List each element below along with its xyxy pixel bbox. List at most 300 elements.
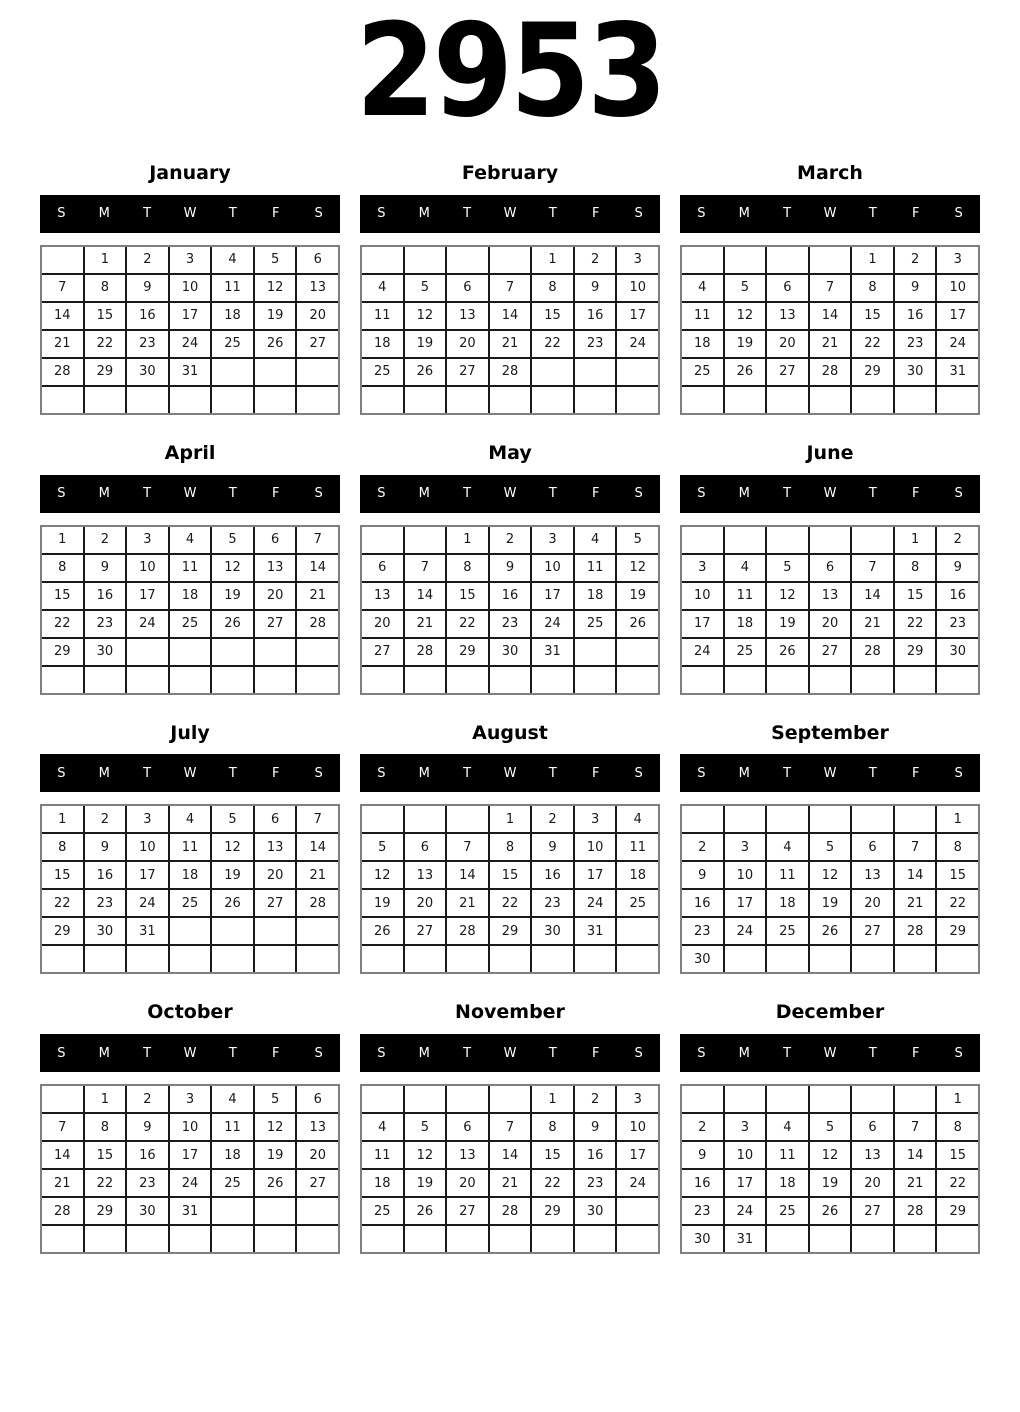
day-cell: 15: [532, 1142, 573, 1168]
month-name-october: October: [147, 1001, 233, 1024]
day-cell: 26: [255, 331, 296, 357]
empty-day-cell: [42, 247, 83, 273]
day-cell: 17: [725, 1170, 766, 1196]
weekday-label: W: [503, 206, 517, 222]
empty-day-cell: [490, 946, 531, 972]
day-cell: 21: [405, 611, 446, 637]
weekday-label: M: [418, 1045, 430, 1061]
day-cell: 19: [255, 1142, 296, 1168]
weekday-label: T: [868, 486, 877, 502]
day-cell: 25: [725, 639, 766, 665]
empty-day-cell: [255, 639, 296, 665]
day-cell: 27: [297, 331, 338, 357]
day-cell: 13: [405, 862, 446, 888]
empty-day-cell: [362, 387, 403, 413]
empty-day-cell: [297, 639, 338, 665]
empty-day-cell: [255, 359, 296, 385]
weekday-label: W: [183, 486, 197, 502]
day-cell: 1: [490, 806, 531, 832]
day-cell: 9: [682, 1142, 723, 1168]
day-cell: 10: [575, 834, 616, 860]
day-cell: 7: [42, 275, 83, 301]
empty-day-cell: [490, 1086, 531, 1112]
empty-day-cell: [297, 918, 338, 944]
day-cell: 25: [617, 890, 658, 916]
weekday-label: T: [548, 486, 557, 502]
day-cell: 9: [490, 555, 531, 581]
empty-day-cell: [682, 387, 723, 413]
empty-day-cell: [362, 247, 403, 273]
day-cell: 20: [810, 611, 851, 637]
weekday-label: S: [634, 486, 643, 502]
day-cell: 10: [170, 275, 211, 301]
day-cell: 17: [532, 583, 573, 609]
day-cell: 31: [532, 639, 573, 665]
day-cell: 16: [937, 583, 978, 609]
weekday-label: W: [503, 1045, 517, 1061]
weekday-label: S: [634, 765, 643, 781]
day-cell: 17: [127, 583, 168, 609]
day-cell: 1: [85, 247, 126, 273]
empty-day-cell: [852, 1086, 893, 1112]
day-cell: 2: [532, 806, 573, 832]
empty-day-cell: [810, 946, 851, 972]
day-cell: 1: [937, 806, 978, 832]
day-cell: 5: [362, 834, 403, 860]
day-cell: 26: [405, 359, 446, 385]
day-cell: 12: [810, 1142, 851, 1168]
weekday-label: F: [271, 486, 280, 502]
day-cell: 14: [895, 862, 936, 888]
day-cell: 1: [42, 806, 83, 832]
weekday-header-bar: [40, 1034, 340, 1072]
day-cell: 1: [937, 1086, 978, 1112]
day-cell: 26: [617, 611, 658, 637]
day-cell: 28: [42, 1198, 83, 1224]
weekday-label: W: [183, 765, 197, 781]
empty-day-cell: [447, 387, 488, 413]
empty-day-cell: [852, 1226, 893, 1252]
day-cell: 18: [767, 1170, 808, 1196]
empty-day-cell: [405, 247, 446, 273]
day-cell: 28: [895, 918, 936, 944]
day-grid: [680, 1084, 980, 1254]
day-cell: 8: [852, 275, 893, 301]
day-cell: 17: [127, 862, 168, 888]
year-title: 2953: [355, 0, 665, 146]
empty-day-cell: [532, 946, 573, 972]
day-cell: 21: [852, 611, 893, 637]
empty-day-cell: [405, 527, 446, 553]
day-cell: 23: [575, 1170, 616, 1196]
day-cell: 27: [447, 1198, 488, 1224]
day-cell: 25: [170, 611, 211, 637]
day-cell: 11: [575, 555, 616, 581]
empty-day-cell: [725, 247, 766, 273]
day-cell: 7: [490, 1114, 531, 1140]
day-cell: 25: [767, 918, 808, 944]
empty-day-cell: [852, 946, 893, 972]
weekday-label: T: [868, 765, 877, 781]
empty-day-cell: [42, 1086, 83, 1112]
day-cell: 7: [490, 275, 531, 301]
day-cell: 3: [170, 1086, 211, 1112]
day-cell: 20: [852, 890, 893, 916]
day-cell: 14: [42, 303, 83, 329]
day-cell: 2: [682, 834, 723, 860]
day-cell: 9: [895, 275, 936, 301]
empty-day-cell: [725, 806, 766, 832]
day-cell: 7: [297, 806, 338, 832]
weekday-label: T: [228, 486, 237, 502]
month-block: [360, 1001, 660, 1254]
day-cell: 28: [297, 611, 338, 637]
day-cell: 21: [42, 331, 83, 357]
empty-day-cell: [725, 387, 766, 413]
weekday-label: M: [98, 765, 110, 781]
day-cell: 25: [362, 359, 403, 385]
day-cell: 7: [405, 555, 446, 581]
day-cell: 6: [297, 247, 338, 273]
day-cell: 17: [575, 862, 616, 888]
empty-day-cell: [362, 1086, 403, 1112]
day-cell: 22: [85, 1170, 126, 1196]
day-cell: 27: [255, 890, 296, 916]
weekday-label: T: [783, 1045, 792, 1061]
day-cell: 24: [937, 331, 978, 357]
day-cell: 25: [212, 331, 253, 357]
day-grid: [360, 1084, 660, 1254]
day-cell: 1: [532, 1086, 573, 1112]
month-name-january: January: [149, 162, 231, 184]
weekday-label: F: [591, 765, 600, 781]
day-cell: 8: [532, 1114, 573, 1140]
empty-day-cell: [490, 667, 531, 693]
day-grid: [40, 525, 340, 695]
day-cell: 16: [532, 862, 573, 888]
day-cell: 5: [725, 275, 766, 301]
weekday-header-bar: [360, 754, 660, 792]
day-cell: 10: [725, 862, 766, 888]
day-cell: 14: [447, 862, 488, 888]
day-cell: 11: [362, 1142, 403, 1168]
empty-day-cell: [937, 946, 978, 972]
day-cell: 20: [405, 890, 446, 916]
empty-day-cell: [255, 1198, 296, 1224]
day-cell: 8: [937, 1114, 978, 1140]
weekday-label: W: [823, 1045, 837, 1061]
day-cell: 13: [297, 1114, 338, 1140]
empty-day-cell: [617, 946, 658, 972]
day-cell: 24: [617, 331, 658, 357]
day-cell: 30: [127, 1198, 168, 1224]
day-cell: 11: [362, 303, 403, 329]
day-cell: 16: [682, 890, 723, 916]
day-cell: 9: [575, 1114, 616, 1140]
empty-day-cell: [617, 1226, 658, 1252]
month-block: [680, 722, 980, 975]
empty-day-cell: [362, 1226, 403, 1252]
day-cell: 13: [362, 583, 403, 609]
day-cell: 10: [725, 1142, 766, 1168]
empty-day-cell: [362, 527, 403, 553]
day-cell: 2: [575, 1086, 616, 1112]
day-cell: 21: [447, 890, 488, 916]
empty-day-cell: [170, 1226, 211, 1252]
empty-day-cell: [42, 667, 83, 693]
empty-day-cell: [127, 1226, 168, 1252]
weekday-label: M: [418, 486, 430, 502]
weekday-header-bar: [680, 475, 980, 513]
day-cell: 22: [85, 331, 126, 357]
empty-day-cell: [617, 387, 658, 413]
weekday-label: W: [823, 206, 837, 222]
day-cell: 2: [937, 527, 978, 553]
empty-day-cell: [212, 1198, 253, 1224]
day-cell: 12: [405, 1142, 446, 1168]
day-cell: 9: [532, 834, 573, 860]
day-cell: 16: [575, 1142, 616, 1168]
empty-day-cell: [767, 806, 808, 832]
day-cell: 28: [852, 639, 893, 665]
day-cell: 21: [895, 890, 936, 916]
day-cell: 1: [895, 527, 936, 553]
weekday-label: W: [503, 486, 517, 502]
day-cell: 15: [85, 1142, 126, 1168]
day-cell: 5: [405, 1114, 446, 1140]
weekday-label: F: [911, 206, 920, 222]
day-cell: 3: [725, 1114, 766, 1140]
day-cell: 23: [682, 918, 723, 944]
day-cell: 31: [725, 1226, 766, 1252]
empty-day-cell: [42, 946, 83, 972]
day-cell: 24: [127, 611, 168, 637]
weekday-label: F: [911, 765, 920, 781]
empty-day-cell: [255, 667, 296, 693]
day-cell: 29: [490, 918, 531, 944]
day-cell: 3: [617, 1086, 658, 1112]
day-cell: 30: [895, 359, 936, 385]
day-cell: 26: [810, 918, 851, 944]
weekday-label: S: [377, 486, 386, 502]
day-grid: [680, 804, 980, 974]
day-cell: 3: [532, 527, 573, 553]
month-block: [40, 162, 340, 415]
day-cell: 11: [682, 303, 723, 329]
day-cell: 17: [170, 1142, 211, 1168]
day-cell: 4: [212, 247, 253, 273]
day-cell: 13: [255, 555, 296, 581]
day-cell: 20: [852, 1170, 893, 1196]
day-cell: 11: [767, 1142, 808, 1168]
day-cell: 31: [937, 359, 978, 385]
weekday-label: F: [911, 1045, 920, 1061]
day-cell: 9: [937, 555, 978, 581]
day-cell: 18: [617, 862, 658, 888]
day-cell: 12: [255, 1114, 296, 1140]
day-cell: 6: [255, 806, 296, 832]
day-cell: 2: [127, 1086, 168, 1112]
weekday-label: F: [591, 486, 600, 502]
day-cell: 24: [170, 1170, 211, 1196]
weekday-label: T: [143, 486, 152, 502]
empty-day-cell: [810, 1226, 851, 1252]
day-cell: 22: [895, 611, 936, 637]
month-block: [40, 442, 340, 695]
weekday-label: M: [738, 765, 750, 781]
day-cell: 5: [212, 527, 253, 553]
day-cell: 8: [447, 555, 488, 581]
day-cell: 18: [767, 890, 808, 916]
day-cell: 8: [85, 1114, 126, 1140]
empty-day-cell: [937, 387, 978, 413]
empty-day-cell: [170, 667, 211, 693]
empty-day-cell: [127, 946, 168, 972]
weekday-header-bar: [40, 754, 340, 792]
empty-day-cell: [725, 1086, 766, 1112]
day-cell: 29: [42, 918, 83, 944]
day-cell: 17: [682, 611, 723, 637]
empty-day-cell: [85, 667, 126, 693]
empty-day-cell: [767, 247, 808, 273]
day-cell: 23: [85, 890, 126, 916]
weekday-label: W: [183, 1045, 197, 1061]
day-cell: 15: [895, 583, 936, 609]
weekday-label: S: [954, 486, 963, 502]
weekday-label: W: [823, 486, 837, 502]
empty-day-cell: [85, 1226, 126, 1252]
weekday-label: T: [463, 765, 472, 781]
day-cell: 24: [532, 611, 573, 637]
empty-day-cell: [532, 359, 573, 385]
empty-day-cell: [170, 946, 211, 972]
empty-day-cell: [447, 1086, 488, 1112]
day-cell: 6: [297, 1086, 338, 1112]
day-cell: 23: [127, 331, 168, 357]
day-cell: 30: [682, 946, 723, 972]
empty-day-cell: [405, 387, 446, 413]
month-block: [680, 162, 980, 415]
empty-day-cell: [85, 387, 126, 413]
weekday-label: S: [697, 206, 706, 222]
day-cell: 18: [170, 862, 211, 888]
day-cell: 12: [212, 834, 253, 860]
weekday-label: T: [463, 206, 472, 222]
day-cell: 30: [490, 639, 531, 665]
day-cell: 3: [725, 834, 766, 860]
day-cell: 15: [42, 583, 83, 609]
day-cell: 9: [682, 862, 723, 888]
weekday-label: S: [634, 1045, 643, 1061]
day-cell: 6: [255, 527, 296, 553]
day-cell: 23: [127, 1170, 168, 1196]
day-cell: 5: [255, 247, 296, 273]
weekday-label: M: [738, 206, 750, 222]
empty-day-cell: [362, 667, 403, 693]
day-cell: 3: [682, 555, 723, 581]
empty-day-cell: [575, 1226, 616, 1252]
day-cell: 9: [85, 834, 126, 860]
day-cell: 14: [810, 303, 851, 329]
day-cell: 26: [767, 639, 808, 665]
empty-day-cell: [895, 946, 936, 972]
day-cell: 28: [490, 1198, 531, 1224]
month-name-september: September: [771, 721, 889, 744]
empty-day-cell: [852, 806, 893, 832]
day-cell: 12: [212, 555, 253, 581]
empty-day-cell: [895, 387, 936, 413]
day-cell: 4: [362, 1114, 403, 1140]
day-cell: 11: [170, 555, 211, 581]
weekday-header-bar: [680, 1034, 980, 1072]
day-cell: 8: [937, 834, 978, 860]
day-cell: 26: [362, 918, 403, 944]
empty-day-cell: [212, 359, 253, 385]
day-cell: 4: [575, 527, 616, 553]
day-cell: 22: [852, 331, 893, 357]
day-cell: 19: [405, 1170, 446, 1196]
day-cell: 15: [937, 862, 978, 888]
day-cell: 18: [362, 1170, 403, 1196]
day-cell: 20: [447, 331, 488, 357]
day-cell: 6: [447, 275, 488, 301]
empty-day-cell: [810, 806, 851, 832]
month-block: [40, 1001, 340, 1254]
weekday-label: S: [57, 765, 66, 781]
day-cell: 10: [127, 834, 168, 860]
day-cell: 19: [810, 1170, 851, 1196]
day-cell: 29: [937, 918, 978, 944]
month-name-may: May: [488, 441, 532, 464]
day-cell: 14: [405, 583, 446, 609]
day-cell: 26: [810, 1198, 851, 1224]
day-cell: 28: [297, 890, 338, 916]
empty-day-cell: [42, 1226, 83, 1252]
day-cell: 16: [127, 1142, 168, 1168]
empty-day-cell: [447, 667, 488, 693]
day-cell: 13: [447, 303, 488, 329]
day-cell: 3: [937, 247, 978, 273]
weekday-label: S: [57, 206, 66, 222]
day-cell: 27: [852, 918, 893, 944]
empty-day-cell: [895, 667, 936, 693]
day-cell: 19: [362, 890, 403, 916]
day-cell: 14: [852, 583, 893, 609]
day-cell: 25: [170, 890, 211, 916]
day-cell: 27: [447, 359, 488, 385]
empty-day-cell: [212, 667, 253, 693]
empty-day-cell: [682, 247, 723, 273]
month-block: [360, 722, 660, 975]
day-cell: 29: [85, 1198, 126, 1224]
month-name-july: July: [170, 721, 210, 744]
empty-day-cell: [170, 387, 211, 413]
empty-day-cell: [170, 639, 211, 665]
empty-day-cell: [42, 387, 83, 413]
weekday-header-bar: [680, 754, 980, 792]
empty-day-cell: [490, 387, 531, 413]
day-cell: 24: [575, 890, 616, 916]
day-cell: 15: [85, 303, 126, 329]
day-cell: 10: [532, 555, 573, 581]
day-cell: 30: [127, 359, 168, 385]
day-cell: 25: [682, 359, 723, 385]
day-cell: 17: [170, 303, 211, 329]
day-cell: 21: [297, 862, 338, 888]
day-cell: 29: [895, 639, 936, 665]
day-cell: 8: [42, 555, 83, 581]
day-cell: 19: [617, 583, 658, 609]
